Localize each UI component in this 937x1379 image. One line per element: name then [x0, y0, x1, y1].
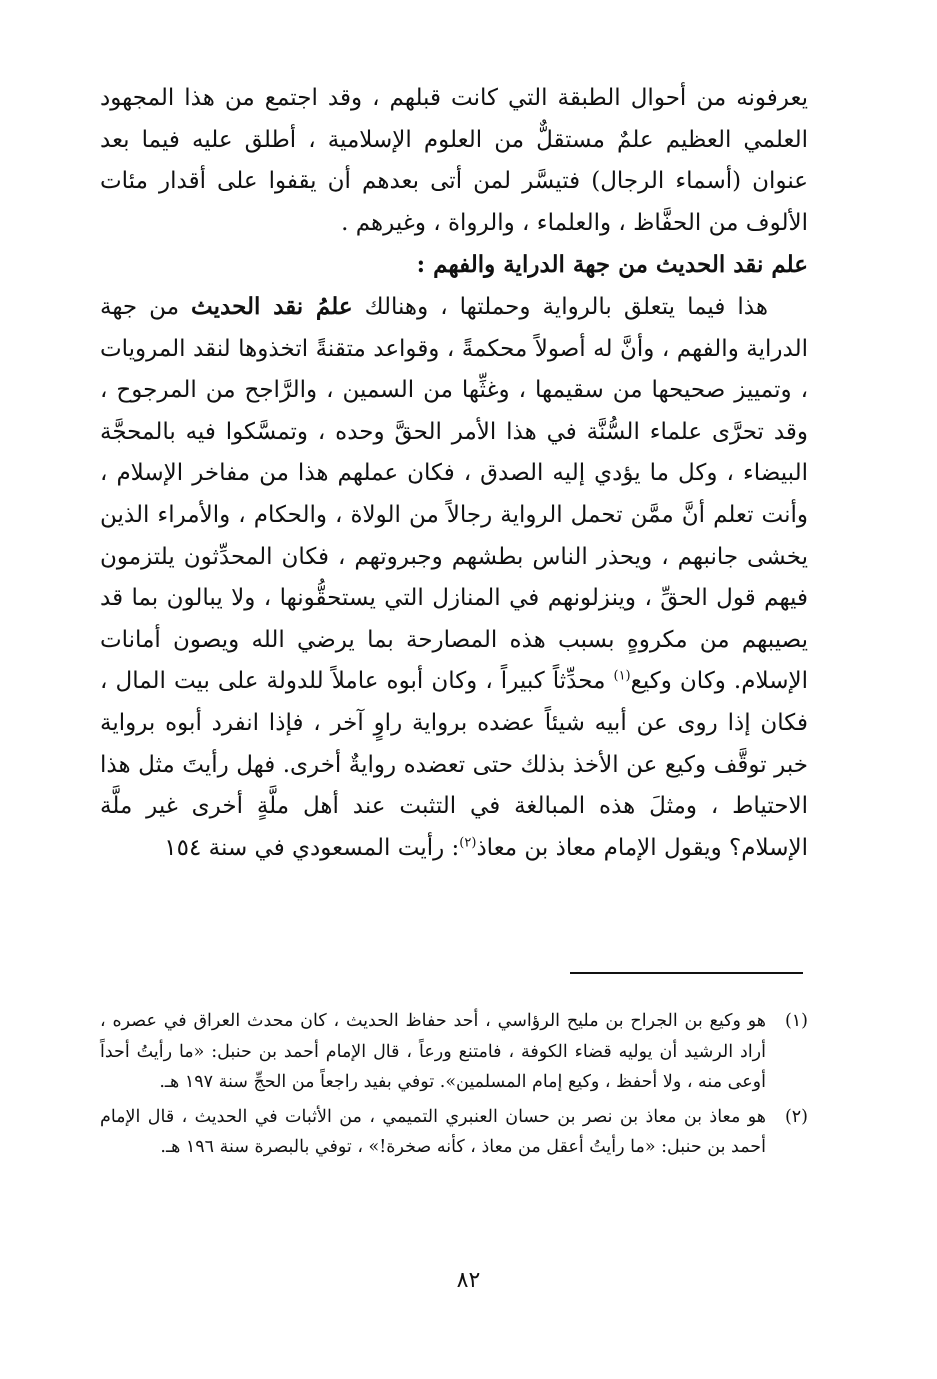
- footnote-ref-2: (٢): [459, 835, 477, 851]
- footnote-ref-1: (١): [613, 668, 631, 684]
- paragraph-2-middle-2: محدِّثاً كبيراً ، وكان أبوه عاملاً للدولة على بيت المال ، فكان إذا روى عن أبيه شيئاً عضده برواية راوٍ آخر ، فإذا انفرد أبوه برواية خبر توقَّف وكيع عن الأخذ بذلك حتى تعضده روايةٌ أخرى. فهل رأيتَ مثل هذا الاحتياط ، ومثلَ هذه المبالغة في التثبت عند أهل ملَّةٍ أخرى غير ملَّة الإسلام؟ ويقول الإمام معاذ بن معاذ: [100, 668, 808, 861]
- footnote-1: [100, 1006, 808, 1098]
- page-number: ٨٢: [456, 1268, 481, 1293]
- paragraph-2: [100, 286, 808, 869]
- paragraph-2-bold-term: علمُ نقد الحديث: [191, 292, 353, 320]
- section-heading: علم نقد الحديث من جهة الدراية والفهم :: [416, 251, 808, 279]
- footnote-2-number: (٢): [784, 1106, 808, 1127]
- footnote-2: [100, 1102, 808, 1163]
- footnote-1-number: (١): [784, 1011, 808, 1031]
- main-text: [100, 78, 808, 869]
- footnote-1-text: هو وكيع بن الجراح بن مليح الرؤاسي ، أحد حفاظ الحديث ، كان محدث العراق في عصره ، أراد الرشيد أن يوليه قضاء الكوفة ، فامتنع ورعاً ، قال الإمام أحمد بن حنبل: «ما رأيتُ أحداً أوعى منه ، ولا أحفظ ، وكيع إمام المسلمين». توفي بفيد راجعاً من الحجِّ سنة ١٩٧ هـ.: [100, 1011, 766, 1092]
- footnote-2-text: هو معاذ بن معاذ بن نصر بن حسان العنبري التميمي ، من الأثبات في الحديث ، قال الإمام أحمد بن حنبل: «ما رأيتُ أعقل من معاذ ، كأنه صخرة!» ، توفي بالبصرة سنة ١٩٦ هـ.: [100, 1106, 766, 1157]
- footnotes: [100, 1006, 808, 1167]
- footnote-separator: [570, 972, 803, 974]
- paragraph-2-middle: من جهة الدراية والفهم ، وأنَّ له أصولاً محكمةً ، وقواعد متقنةً اتخذوها لنقد المرويات ، وتمييز صحيحها من سقيمها ، وغثِّها من السمين ، والرَّاجح من المرجوح ، وقد تحرَّى علماء السُّنَّة في هذا الأمر الحقَّ وحده ، وتمسَّكوا فيه بالمحجَّة البيضاء ، وكل ما يؤدي إليه الصدق ، فكان عملهم هذا من مفاخر الإسلام ، وأنت تعلم أنَّ ممَّن تحمل الرواية رجالاً من الولاة ، والحكام ، والأمراء الذين يخشى جانبهم ، ويحذر الناس بطشهم وجبروتهم ، فكان المحدِّثون يلتزمون فيهم قول الحقِّ ، وينزلونهم في المنازل التي يستحقُّونها ، ولا يبالون بما قد يصيبهم من مكروهٍ بسبب هذه المصارحة بما يرضي الله ويصون أمانات الإسلام. وكان وكيع: [100, 293, 808, 695]
- paragraph-2-tail: : رأيت المسعودي في سنة ١٥٤: [164, 834, 460, 861]
- paragraph-2-lead: هذا فيما يتعلق بالرواية وحملتها ، وهنالك: [352, 293, 768, 320]
- paragraph-1: يعرفونه من أحوال الطبقة التي كانت قبلهم ، وقد اجتمع من هذا المجهود العلمي العظيم علمٌ مستقلٌّ من العلوم الإسلامية ، أطلق عليه فيما بعد عنوان (أسماء الرجال) فتيسَّر لمن أتى بعدهم أن يقفوا على أقدار مئات الألوف من الحفَّاظ ، والعلماء ، والرواة ، وغيرهم .: [100, 85, 808, 236]
